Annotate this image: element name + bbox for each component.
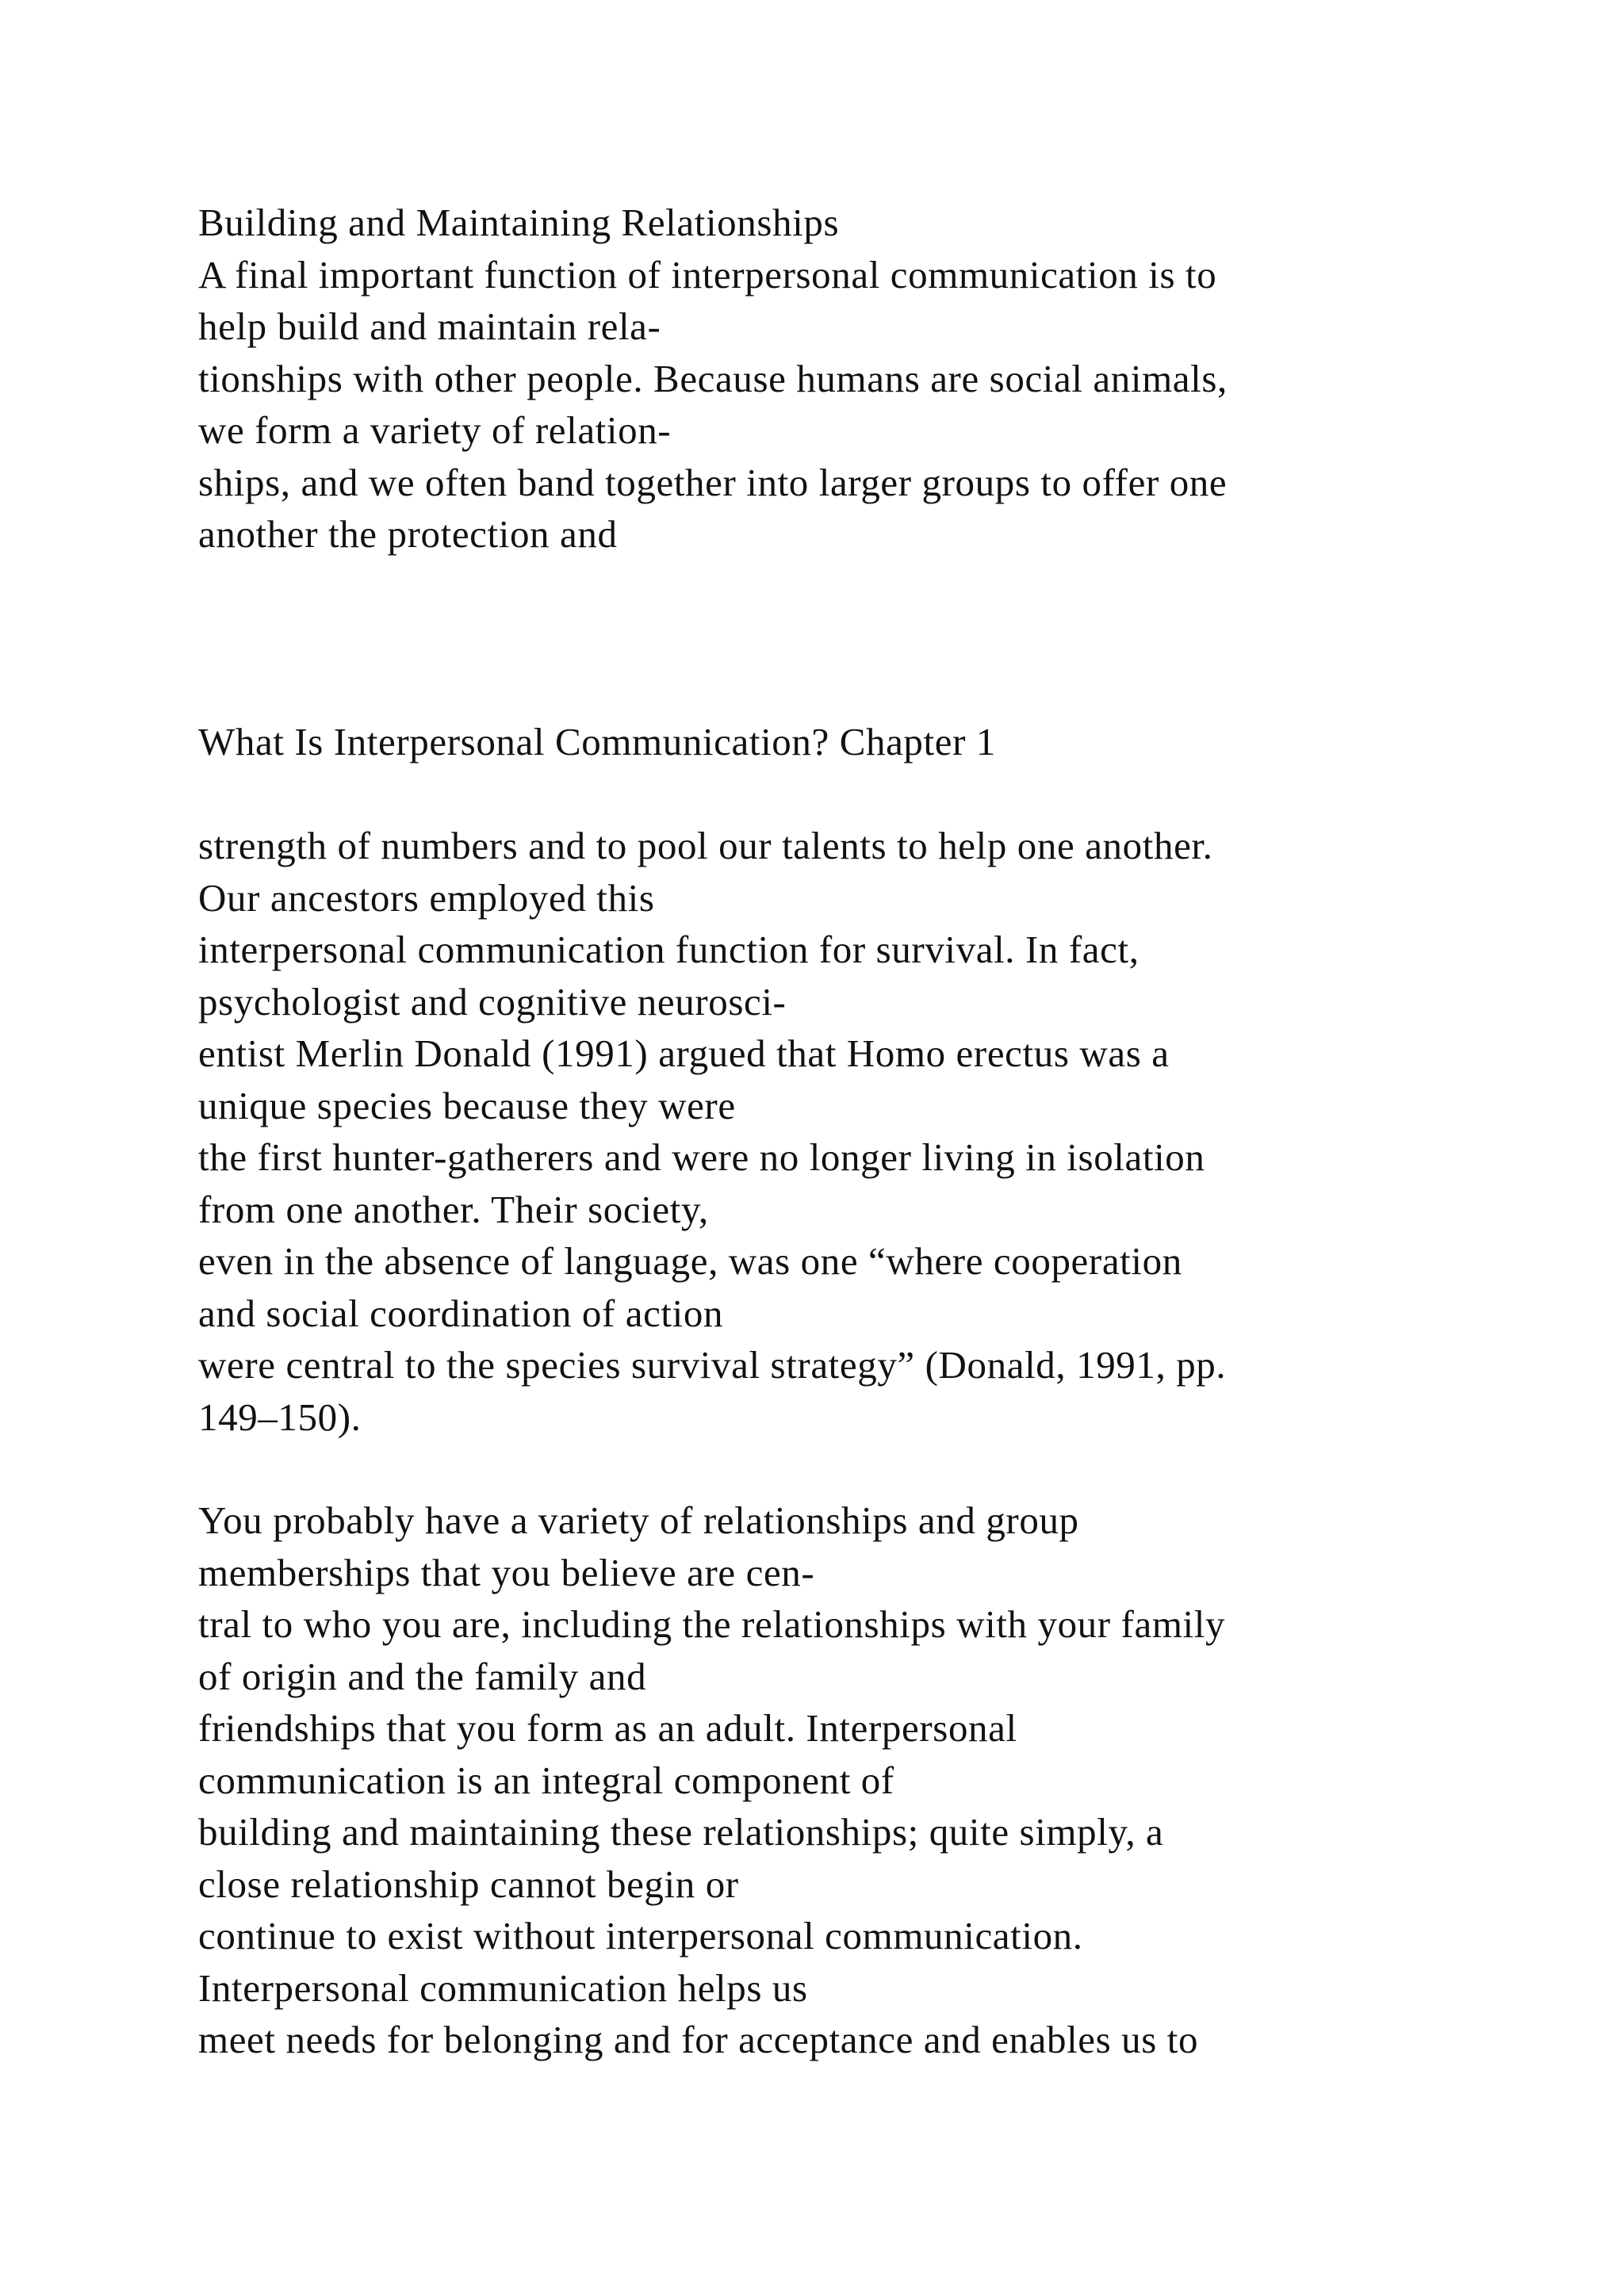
text-line: from one another. Their society, <box>198 1187 709 1231</box>
text-line: Interpersonal communication helps us <box>198 1965 808 2010</box>
text-line: the first hunter-gatherers and were no longer living in isolation <box>198 1135 1205 1179</box>
text-line: we form a variety of relation- <box>198 408 672 452</box>
text-line: tionships with other people. Because humans are social animals, <box>198 356 1228 400</box>
text-line: of origin and the family and <box>198 1654 647 1698</box>
text-line: psychologist and cognitive neurosci- <box>198 979 787 1024</box>
text-line: A final important function of interpersonal communication is to <box>198 252 1217 297</box>
text-line: friendships that you form as an adult. Interpersonal <box>198 1706 1017 1750</box>
text-line: unique species because they were <box>198 1083 736 1127</box>
text-line: You probably have a variety of relationships and group <box>198 1498 1079 1542</box>
text-block-paragraph <box>198 1494 1546 2066</box>
text-line: even in the absence of language, was one “where cooperation <box>198 1239 1182 1283</box>
text-line: continue to exist without interpersonal communication. <box>198 1914 1083 1957</box>
text-line: Our ancestors employed this <box>198 875 655 920</box>
text-line: 149–150). <box>198 1395 362 1439</box>
text-line: building and maintaining these relationships; quite simply, a <box>198 1810 1164 1854</box>
running-header <box>198 716 1546 768</box>
text-block-section-intro <box>198 197 1546 561</box>
text-line: interpersonal communication function for survival. In fact, <box>198 928 1139 971</box>
text-line: strength of numbers and to pool our talents to help one another. <box>198 824 1213 867</box>
text-line: entist Merlin Donald (1991) argued that Homo erectus was a <box>198 1031 1170 1075</box>
text-line: close relationship cannot begin or <box>198 1862 739 1906</box>
text-block-paragraph <box>198 820 1546 1443</box>
text-line: meet needs for belonging and for acceptance and enables us to <box>198 2018 1199 2061</box>
text-line: tral to who you are, including the relationships with your family <box>198 1602 1226 1646</box>
text-line: and social coordination of action <box>198 1291 724 1335</box>
text-line: memberships that you believe are cen- <box>198 1550 815 1594</box>
section-heading: Building and Maintaining Relationships <box>198 201 840 244</box>
text-line: help build and maintain rela- <box>198 304 661 348</box>
text-line: were central to the species survival strategy” (Donald, 1991, pp. <box>198 1343 1227 1387</box>
text-line: ships, and we often band together into larger groups to offer one <box>198 460 1228 504</box>
text-line: communication is an integral component of <box>198 1758 894 1802</box>
chapter-header-line: What Is Interpersonal Communication? Chapter 1 <box>198 720 996 763</box>
text-line: another the protection and <box>198 512 618 556</box>
